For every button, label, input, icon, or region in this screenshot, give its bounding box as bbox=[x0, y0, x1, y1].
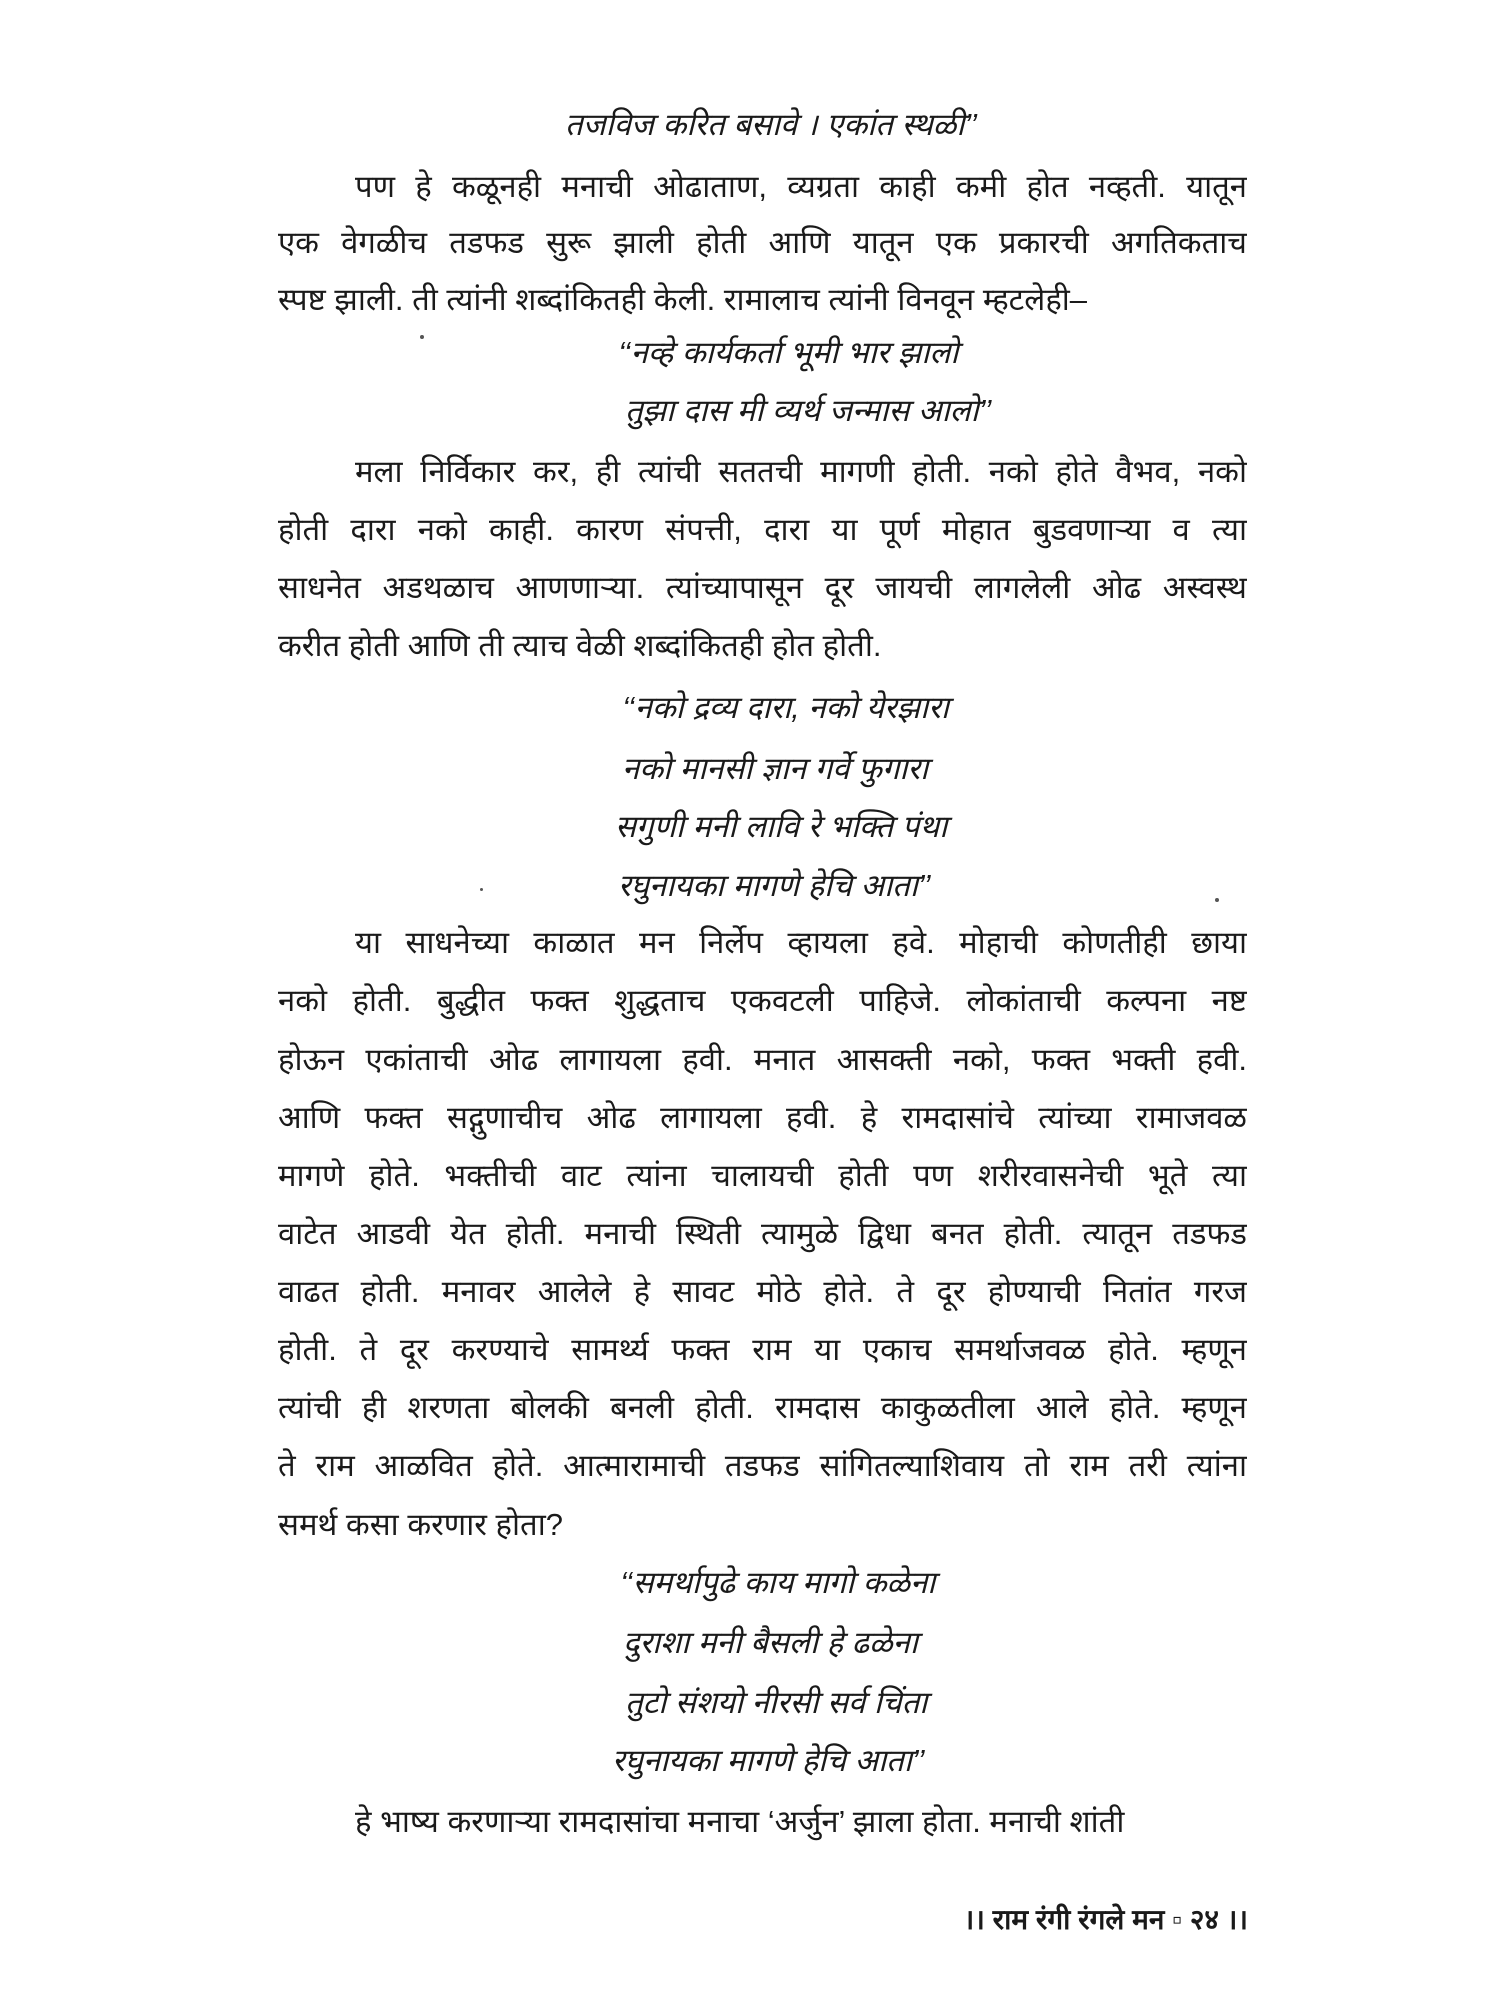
verse-line: रघुनायका मागणे हेचि आता’’ bbox=[618, 868, 931, 903]
paragraph-line: करीत होती आणि ती त्याच वेळी शब्दांकितही होत होती. bbox=[278, 628, 882, 663]
paragraph-line: होती. ते दूर करण्याचे सामर्थ्य फक्त राम या एकाच समर्थाजवळ होते. म्हणून bbox=[278, 1332, 1247, 1367]
paragraph-line: वाढत होती. मनावर आलेले हे सावट मोठे होते. ते दूर होण्याची नितांत गरज bbox=[278, 1274, 1247, 1309]
verse-line: रघुनायका मागणे हेचि आता’’ bbox=[612, 1743, 925, 1778]
paragraph-line: मागणे होते. भक्तीची वाट त्यांना चालायची होती पण शरीरवासनेची भूते त्या bbox=[278, 1158, 1247, 1193]
verse-line: ‘‘समर्थापुढे काय मागो कळेना bbox=[620, 1565, 936, 1600]
paragraph-line: होऊन एकांताची ओढ लागायला हवी. मनात आसक्ती नको, फक्त भक्ती हवी. bbox=[278, 1042, 1247, 1077]
paragraph-line: समर्थ कसा करणार होता? bbox=[278, 1507, 563, 1542]
speck bbox=[1215, 898, 1219, 902]
verse-line: ‘‘नको द्रव्य दारा, नको येरझारा bbox=[622, 690, 949, 725]
verse-line: नको मानसी ज्ञान गर्वे फुगारा bbox=[622, 751, 929, 786]
verse-line: सगुणी मनी लावि रे भक्ति पंथा bbox=[615, 809, 948, 844]
verse-line: ‘‘नव्हे कार्यकर्ता भूमी भार झालो bbox=[618, 335, 959, 370]
paragraph-line: पण हे कळूनही मनाची ओढाताण, व्यग्रता काही कमी होत नव्हती. यातून bbox=[355, 169, 1247, 204]
verse-line: तुटो संशयो नीरसी सर्व चिंता bbox=[625, 1685, 928, 1720]
verse-line: दुराशा मनी बैसली हे ढळेना bbox=[623, 1625, 918, 1660]
paragraph-line: त्यांची ही शरणता बोलकी बनली होती. रामदास काकुळतीला आले होते. म्हणून bbox=[278, 1390, 1247, 1425]
paragraph-line: या साधनेच्या काळात मन निर्लेप व्हायला हवे. मोहाची कोणतीही छाया bbox=[355, 925, 1247, 960]
verse-line: तुझा दास मी व्यर्थ जन्मास आलो’’ bbox=[625, 393, 992, 428]
paragraph-line: नको होती. बुद्धीत फक्त शुद्धताच एकवटली पाहिजे. लोकांताची कल्पना नष्ट bbox=[278, 983, 1247, 1018]
paragraph-line: वाटेत आडवी येत होती. मनाची स्थिती त्यामुळे द्विधा बनत होती. त्यातून तडफड bbox=[278, 1216, 1247, 1251]
verse-line: तजविज करित बसावे । एकांत स्थळी’’ bbox=[565, 107, 977, 142]
paragraph-line: साधनेत अडथळाच आणणाऱ्या. त्यांच्यापासून दूर जायची लागलेली ओढ अस्वस्थ bbox=[278, 570, 1247, 605]
page-footer: ।। राम रंगी रंगले मन ▫ २४ ।। bbox=[963, 1904, 1248, 1935]
paragraph-line: मला निर्विकार कर, ही त्यांची सततची मागणी होती. नको होते वैभव, नको bbox=[355, 454, 1247, 489]
paragraph-line: स्पष्ट झाली. ती त्यांनी शब्दांकितही केली. रामालाच त्यांनी विनवून म्हटलेही– bbox=[278, 282, 1088, 317]
paragraph-line: ते राम आळवित होते. आत्मारामाची तडफड सांगितल्याशिवाय तो राम तरी त्यांना bbox=[278, 1448, 1247, 1483]
speck bbox=[480, 888, 483, 891]
paragraph-line: आणि फक्त सद्गुणाचीच ओढ लागायला हवी. हे रामदासांचे त्यांच्या रामाजवळ bbox=[278, 1100, 1247, 1135]
paragraph-line: एक वेगळीच तडफड सुरू झाली होती आणि यातून एक प्रकारची अगतिकताच bbox=[278, 225, 1247, 260]
speck bbox=[420, 335, 424, 339]
paragraph-line: हे भाष्य करणाऱ्या रामदासांचा मनाचा ‘अर्जुन’ झाला होता. मनाची शांती bbox=[355, 1804, 1125, 1839]
paragraph-line: होती दारा नको काही. कारण संपत्ती, दारा या पूर्ण मोहात बुडवणाऱ्या व त्या bbox=[278, 512, 1247, 547]
